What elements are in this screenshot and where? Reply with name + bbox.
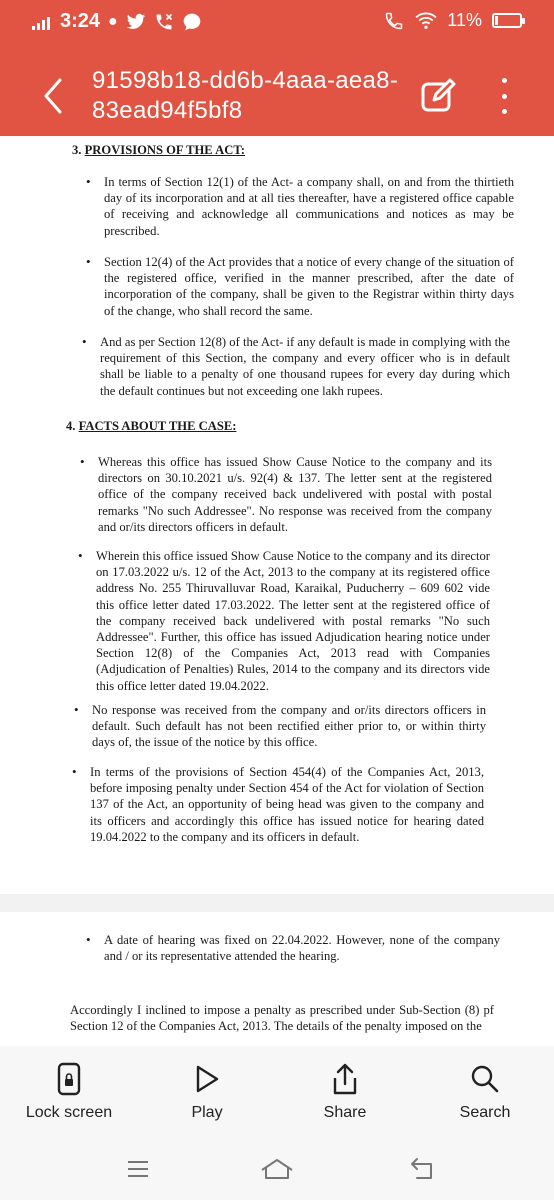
share-icon bbox=[331, 1062, 359, 1096]
battery-icon bbox=[492, 13, 522, 28]
search-button[interactable]: Search bbox=[430, 1062, 540, 1122]
home-icon[interactable] bbox=[259, 1154, 295, 1184]
app-bar bbox=[0, 56, 554, 136]
back-arrow-icon[interactable] bbox=[34, 74, 74, 118]
edit-icon[interactable] bbox=[420, 78, 456, 114]
lock-screen-button[interactable]: Lock screen bbox=[14, 1062, 124, 1122]
missed-call-icon bbox=[154, 12, 174, 32]
twitter-icon bbox=[126, 13, 146, 31]
document-title: 91598b18-dd6b-4aaa-aea8- 83ead94f5bf8 bbox=[92, 67, 399, 124]
back-icon[interactable] bbox=[404, 1154, 440, 1184]
recent-apps-icon[interactable] bbox=[120, 1154, 156, 1184]
share-button[interactable]: Share bbox=[290, 1062, 400, 1122]
notification-dot-icon: ● bbox=[108, 12, 118, 30]
list-item: • No response was received from the company and or/its directors officers in default. Such default has not been rectified either prior to, or within thirty days of, the issue of the notice by this office. bbox=[92, 702, 486, 751]
bottom-toolbar bbox=[0, 1046, 554, 1138]
search-icon bbox=[470, 1064, 500, 1094]
section-heading: 4. FACTS ABOUT THE CASE: bbox=[66, 419, 237, 433]
lock-screen-icon bbox=[57, 1062, 81, 1096]
list-item: • Section 12(4) of the Act provides that a notice of every change of the situation of the registered office, verified in the manner prescribed, after the date of incorporation of the company, shall be given to the Registrar within thirty days of the change, who shall record the same. bbox=[104, 254, 514, 319]
list-item: • A date of hearing was fixed on 22.04.2022. However, none of the company and / or its representative attended the hearing. bbox=[104, 932, 500, 964]
wifi-calling-icon bbox=[383, 11, 405, 31]
status-time: 3:24 bbox=[60, 10, 101, 32]
list-item: • In terms of the provisions of Section 454(4) of the Companies Act, 2013, before imposing penalty under Section 454 of the Act for violation of Section 137 of the Act, an opportunity of being head was given to the company and its officers and accordingly this office has issued notice for hearing dated 19.04.2022 to the company and its officers in default. bbox=[90, 764, 484, 845]
play-button[interactable]: Play bbox=[152, 1062, 262, 1122]
list-item: • Whereas this office has issued Show Cause Notice to the company and its directors on 30.10.2021 u/s. 92(4) & 137. The letter sent at the registered office of the company received back undelivered with postal with postal remarks "No such Addressee". No response was received from the company and or/its directors officers in default. bbox=[98, 454, 492, 535]
play-icon bbox=[194, 1064, 220, 1094]
section-heading: 3. PROVISIONS OF THE ACT: bbox=[72, 143, 245, 157]
document-page-2[interactable] bbox=[0, 912, 554, 1046]
battery-percent: 11% bbox=[447, 10, 482, 30]
chat-bubble-icon bbox=[182, 12, 202, 32]
list-item: • And as per Section 12(8) of the Act- if any default is made in complying with the requirement of this Section, the company and every officer who is in default shall be liable to a penalty of one thousand rupees for every day during which the default continues but not exceeding one lakh rupees. bbox=[100, 334, 510, 399]
document-page[interactable] bbox=[0, 136, 554, 894]
page-separator bbox=[0, 894, 554, 912]
list-item: • In terms of Section 12(1) of the Act- a company shall, on and from the thirtieth day of its incorporation and at all ties thereafter, have a registered office capable of receiving and acknowledge all communications and notices as may be prescribed. bbox=[104, 174, 514, 239]
list-item: • Wherein this office issued Show Cause Notice to the company and its director on 17.03.2022 u/s. 12 of the Act, 2013 to the company at its registered office address No. 255 Thiruvalluvar Road, Karaikal, Puducherry – 609 602 vide this office letter dated 17.03.2022. The letter sent at the registered office of the company received back undelivered with postal remarks "No such Addressee". Further, this office has issued Adjudication hearing notice under Section 12(8) of the Companies Act, 2013 read with Companies (Adjudication of Penalties) Rules, 2014 to the company and its directors vide this office letter dated 19.04.2022. bbox=[96, 548, 490, 694]
signal-icon bbox=[32, 14, 50, 30]
top-app-area bbox=[0, 0, 554, 136]
wifi-icon bbox=[415, 12, 437, 30]
paragraph: Accordingly I inclined to impose a penalty as prescribed under Sub-Section (8) pf Section 12 of the Companies Act, 2013. The details of the penalty imposed on the bbox=[70, 1003, 494, 1034]
system-navigation-bar bbox=[0, 1138, 554, 1200]
status-bar bbox=[0, 0, 554, 44]
more-vertical-icon[interactable] bbox=[494, 78, 514, 114]
